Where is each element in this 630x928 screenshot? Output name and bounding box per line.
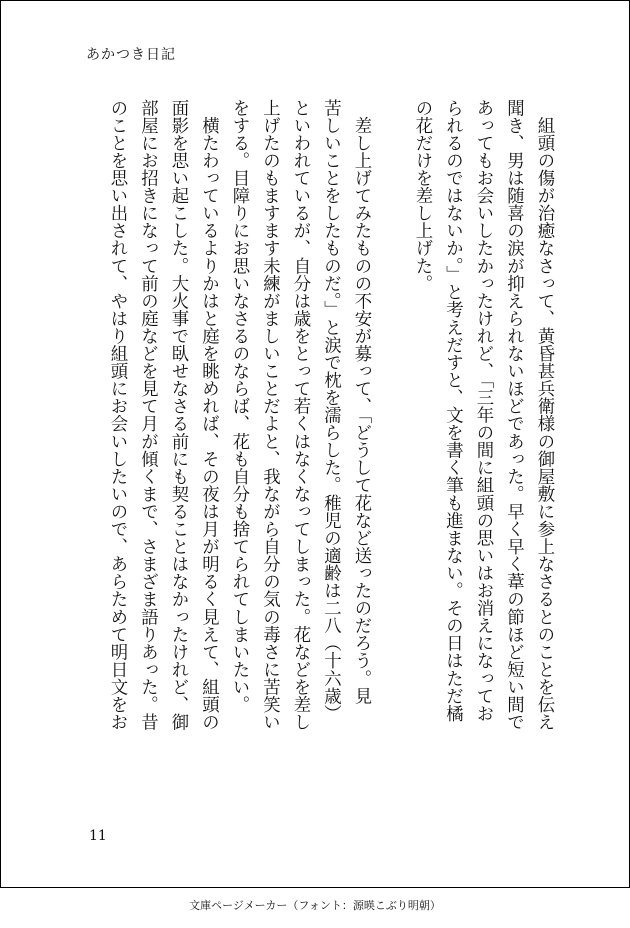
- text-column: をする。目障りにお思いなさるのならば、花も自分も捨てられてしまいたい。: [229, 99, 249, 714]
- text-column: 上げたのもますます未練がましいことだよと、我ながら自分の気の毒さに苦笑い: [259, 99, 280, 731]
- text-column: 苦しいことをしたものだ。」と涙で枕を濡らした。稚児の適齢は二八（十六歳）: [320, 99, 341, 723]
- text-column: 組頭の傷が治癒なさって、黄昏甚兵衛様の御屋敷に参上なさるとのことを伝え: [534, 99, 554, 731]
- text-column: 横たわっているよりかはと庭を眺めれば、その夜は月が明るく見えて、組頭の: [198, 99, 219, 731]
- running-header-title: あかつき日記: [86, 47, 176, 63]
- text-column: といわれているが、自分は歳をとって若くはなくなってしまった。花などを差し: [290, 99, 310, 731]
- body-text: [71, 99, 559, 799]
- footer-caption: 文庫ページメーカー（フォント：源暎こぶり明朝）: [189, 899, 441, 912]
- blank-column: [376, 99, 407, 799]
- text-column: のことを思い出されて、やはり組頭にお会いしたいので、あらためて明日文をお: [107, 99, 127, 731]
- text-column: の花だけを差し上げた。: [412, 99, 432, 293]
- text-column: 部屋にお招きになって前の庭などを見て月が傾くまで、さまざま語りあった。昔: [137, 99, 158, 731]
- text-column: られるのではないか。」と考えだすと、文を書く筆も進まない。その日はただ橘: [442, 99, 463, 723]
- page-number: 11: [89, 828, 107, 844]
- text-column: あってもお会いしたかったけれど、「三年の間に組頭の思いはお消えになってお: [473, 99, 493, 723]
- text-column: 聞き、男は随喜の涙が抑えられないほどであった。早く早く葦の節ほど短い間で: [503, 99, 524, 731]
- text-column: 面影を思い起こした。大火事で臥せなさる前にも契ることはなかったけれど、御: [168, 99, 188, 731]
- text-column: 差し上げてみたものの不安が募って、「どうして花など送ったのだろう。見: [351, 99, 371, 705]
